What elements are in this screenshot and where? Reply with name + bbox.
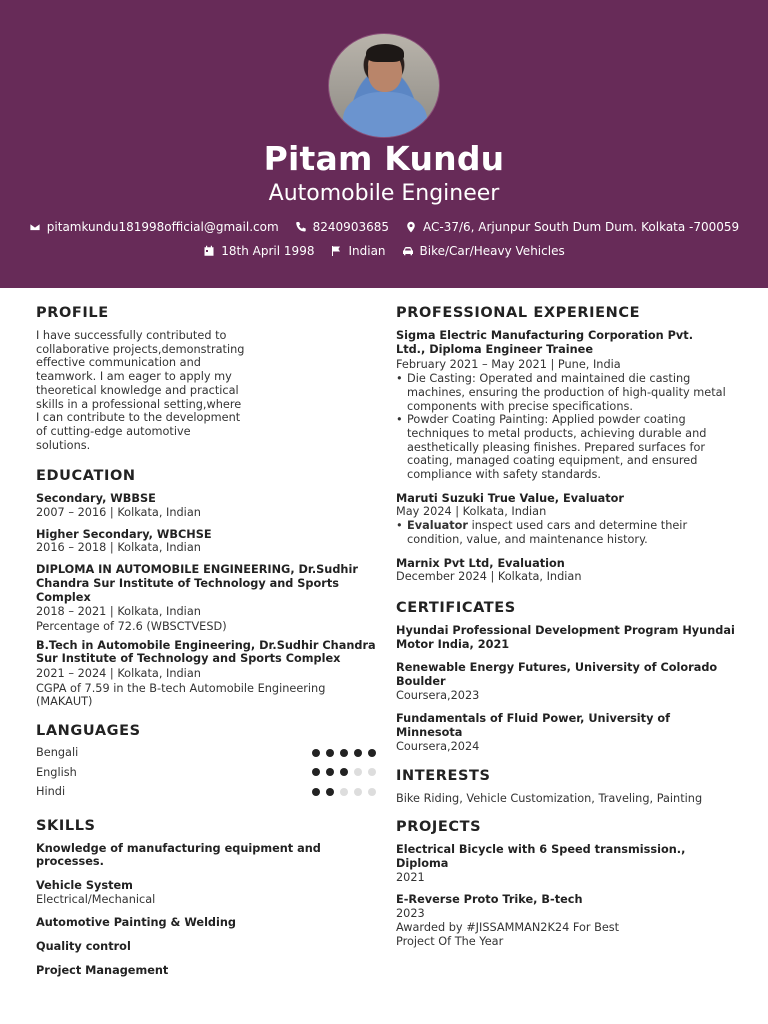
- skill-title: Quality control: [36, 940, 131, 954]
- education-result: Percentage of 72.6 (WBSCTVESD): [36, 619, 227, 633]
- languages-heading: LANGUAGES: [36, 723, 141, 740]
- language-level: [312, 749, 376, 757]
- certificate-item: [396, 661, 736, 702]
- certificates-section: [396, 600, 736, 754]
- education-heading: EDUCATION: [36, 468, 136, 485]
- project-year: 2023: [396, 907, 425, 921]
- calendar-icon: [203, 245, 215, 257]
- candidate-name: Pitam Kundu: [263, 139, 505, 178]
- job-item: [396, 492, 736, 547]
- education-dates: 2018 – 2021 | Kolkata, Indian: [36, 605, 201, 619]
- photo-hair: [366, 44, 404, 62]
- photo-shirt: [343, 92, 427, 138]
- level-dot-empty: [368, 788, 376, 796]
- email-icon: [29, 221, 41, 233]
- job-meta: May 2024 | Kolkata, Indian: [396, 505, 547, 519]
- education-title: B.Tech in Automobile Engineering, Dr.Sudhir Chandra Sur Institute of Technology and Sports Complex: [36, 638, 376, 666]
- resume-header: [0, 0, 768, 288]
- job-bullet-lead: Evaluator: [407, 519, 468, 533]
- project-item: [396, 893, 736, 948]
- contact-license: [402, 244, 565, 258]
- certificate-provider: Coursera,2024: [396, 739, 480, 753]
- flag-icon: [330, 245, 342, 257]
- job-bullet: • Powder Coating Painting: Applied powder coating techniques to metal products, achieving durable and aesthetically pleasing finishes. Prepared surfaces for coating, managed coating equipment, and ensured compliance with safety standards.: [396, 413, 708, 482]
- skill-title: Vehicle System: [36, 879, 133, 893]
- certificate-provider: Coursera,2023: [396, 688, 480, 702]
- language-name: Hindi: [36, 785, 66, 799]
- education-dates: 2021 – 2024 | Kolkata, Indian: [36, 667, 201, 681]
- certificates-heading: CERTIFICATES: [396, 599, 516, 616]
- language-row: [36, 782, 376, 802]
- language-level: [312, 768, 376, 776]
- job-bullet: • Die Casting: Operated and maintained die casting machines, ensuring the production of high-quality metal components with precise specifications.: [396, 372, 726, 413]
- project-item: [396, 843, 736, 884]
- location-icon: [405, 221, 417, 233]
- education-title: Secondary, WBBSE: [36, 492, 156, 506]
- job-bullets: [396, 519, 736, 546]
- interests-section: [396, 768, 736, 806]
- education-item: [36, 528, 376, 555]
- skill-title: Automotive Painting & Welding: [36, 916, 237, 930]
- contact-nationality: [330, 244, 385, 258]
- nationality-text: Indian: [348, 244, 386, 258]
- profile-photo: [328, 33, 440, 138]
- level-dot-empty: [354, 788, 362, 796]
- job-bullets: [396, 372, 726, 482]
- car-icon: [402, 245, 414, 257]
- interests-text: Bike Riding, Vehicle Customization, Traveling, Painting: [396, 791, 703, 805]
- education-item: [36, 563, 376, 634]
- contact-address: [405, 220, 739, 234]
- level-dot-filled: [312, 788, 320, 796]
- certificate-title: Fundamentals of Fluid Power, University of Minnesota: [396, 712, 671, 740]
- profile-section: [36, 305, 376, 452]
- certificate-title: Renewable Energy Futures, University of Colorado Boulder: [396, 661, 718, 689]
- education-result: CGPA of 7.59 in the B-tech Automobile Engineering (MAKAUT): [36, 681, 326, 709]
- license-text: Bike/Car/Heavy Vehicles: [419, 244, 565, 258]
- interests-heading: INTERESTS: [396, 767, 491, 784]
- language-row: [36, 743, 376, 763]
- skill-item: [36, 964, 376, 978]
- skill-title: Knowledge of manufacturing equipment and processes.: [36, 841, 321, 869]
- candidate-title: Automobile Engineer: [268, 181, 500, 206]
- level-dot-filled: [354, 749, 362, 757]
- left-column: [36, 305, 376, 988]
- education-dates: 2007 – 2016 | Kolkata, Indian: [36, 506, 201, 520]
- project-note: Awarded by #JISSAMMAN2K24 For Best Project Of The Year: [396, 920, 620, 948]
- language-level: [312, 788, 376, 796]
- level-dot-filled: [340, 749, 348, 757]
- level-dot-empty: [368, 768, 376, 776]
- project-year: 2021: [396, 870, 425, 884]
- job-title: Maruti Suzuki True Value, Evaluator: [396, 491, 624, 505]
- education-title: Higher Secondary, WBCHSE: [36, 527, 212, 541]
- contact-phone[interactable]: [295, 220, 389, 234]
- email-text: pitamkundu181998official@gmail.com: [46, 220, 279, 234]
- address-text: AC-37/6, Arjunpur South Dum Dum. Kolkata -700059: [423, 220, 740, 234]
- education-item: [36, 492, 376, 519]
- skill-item: [36, 842, 376, 869]
- phone-text: 8240903685: [312, 220, 389, 234]
- education-dates: 2016 – 2018 | Kolkata, Indian: [36, 541, 201, 555]
- level-dot-filled: [312, 749, 320, 757]
- job-meta: December 2024 | Kolkata, Indian: [396, 570, 582, 584]
- contact-row-secondary: [0, 244, 768, 258]
- skill-detail: Electrical/Mechanical: [36, 892, 156, 906]
- skill-item: [36, 879, 376, 906]
- language-name: English: [36, 765, 77, 779]
- job-bullet-text: inspect used cars and determine their condition, value, and maintenance history.: [407, 519, 688, 546]
- job-item: [396, 329, 736, 482]
- certificate-title: Hyundai Professional Development Program Hyundai Motor India, 2021: [396, 623, 735, 651]
- dob-text: 18th April 1998: [221, 244, 315, 258]
- languages-section: [36, 723, 376, 802]
- level-dot-filled: [326, 768, 334, 776]
- projects-section: [396, 819, 736, 948]
- contact-row-primary: [0, 220, 768, 234]
- level-dot-filled: [368, 749, 376, 757]
- project-title: E-Reverse Proto Trike, B-tech: [396, 893, 583, 907]
- education-section: [36, 468, 376, 709]
- level-dot-filled: [326, 788, 334, 796]
- right-column: [396, 305, 736, 958]
- job-title: Marnix Pvt Ltd, Evaluation: [396, 556, 565, 570]
- level-dot-empty: [340, 788, 348, 796]
- education-title: DIPLOMA IN AUTOMOBILE ENGINEERING, Dr.Sudhir Chandra Sur Institute of Technology and Sports Complex: [36, 563, 358, 604]
- phone-icon: [295, 221, 307, 233]
- skill-item: [36, 940, 376, 954]
- job-item: [396, 557, 736, 584]
- language-row: [36, 763, 376, 783]
- profile-heading: PROFILE: [36, 305, 109, 321]
- level-dot-empty: [354, 768, 362, 776]
- skill-item: [36, 916, 376, 930]
- certificate-item: [396, 624, 736, 651]
- education-item: [36, 639, 376, 710]
- experience-heading: PROFESSIONAL EXPERIENCE: [396, 305, 641, 321]
- skill-title: Project Management: [36, 963, 169, 977]
- contact-email[interactable]: [29, 220, 279, 234]
- skills-section: [36, 818, 376, 978]
- skills-heading: SKILLS: [36, 817, 96, 834]
- level-dot-filled: [340, 768, 348, 776]
- projects-heading: PROJECTS: [396, 819, 482, 836]
- experience-section: [396, 305, 736, 584]
- language-name: Bengali: [36, 746, 79, 760]
- project-title: Electrical Bicycle with 6 Speed transmission., Diploma: [396, 843, 686, 870]
- contact-dob: [203, 244, 314, 258]
- job-title: Sigma Electric Manufacturing Corporation Pvt. Ltd., Diploma Engineer Trainee: [396, 329, 693, 356]
- certificate-item: [396, 712, 736, 753]
- profile-text: I have successfully contributed to collaborative projects,demonstrating effective communication and teamwork. I am eager to apply my theoretical knowledge and practical skills in a professional setting,where I can contribute to the development of cutting-edge automotive solutions.: [36, 329, 245, 452]
- job-bullet: [396, 519, 736, 546]
- job-meta: February 2021 – May 2021 | Pune, India: [396, 358, 621, 372]
- level-dot-filled: [312, 768, 320, 776]
- level-dot-filled: [326, 749, 334, 757]
